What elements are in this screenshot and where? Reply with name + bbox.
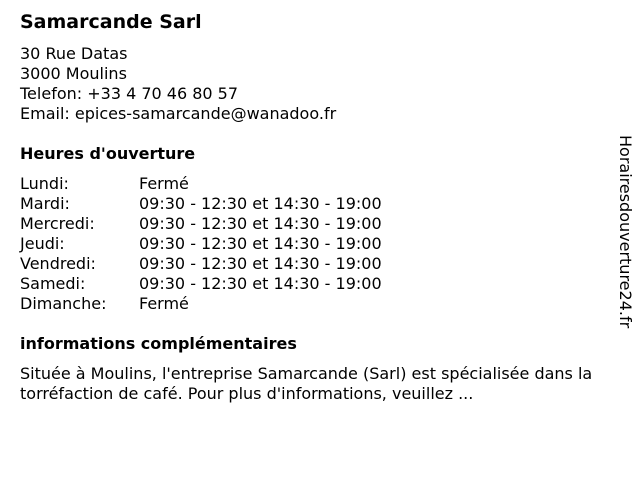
- hours-row: [20, 214, 610, 234]
- hours-day: Lundi:: [20, 174, 69, 193]
- hours-row: [20, 234, 610, 254]
- info-description: Située à Moulins, l'entreprise Samarcande (Sarl) est spécialisée dans la torréfaction de café. Pour plus d'informations, veuillez ...: [20, 364, 593, 403]
- hours-day: Dimanche:: [20, 294, 107, 313]
- business-name: Samarcande Sarl: [20, 11, 202, 33]
- phone-number: Telefon: +33 4 70 46 80 57: [20, 84, 239, 103]
- hours-time: 09:30 - 12:30 et 14:30 - 19:00: [139, 194, 382, 213]
- contact-block: [20, 44, 610, 124]
- hours-time: 09:30 - 12:30 et 14:30 - 19:00: [139, 274, 382, 293]
- hours-row: [20, 254, 610, 274]
- info-heading: informations complémentaires: [20, 334, 297, 353]
- hours-time: 09:30 - 12:30 et 14:30 - 19:00: [139, 234, 382, 253]
- hours-time: 09:30 - 12:30 et 14:30 - 19:00: [139, 254, 382, 273]
- hours-day: Samedi:: [20, 274, 86, 293]
- hours-time: 09:30 - 12:30 et 14:30 - 19:00: [139, 214, 382, 233]
- hours-day: Vendredi:: [20, 254, 96, 273]
- hours-row: [20, 274, 610, 294]
- hours-day: Jeudi:: [20, 234, 65, 253]
- hours-time: Fermé: [139, 174, 189, 193]
- business-card: [20, 10, 610, 420]
- hours-row: [20, 194, 610, 214]
- hours-row: [20, 294, 610, 314]
- hours-day: Mercredi:: [20, 214, 95, 233]
- hours-day: Mardi:: [20, 194, 70, 213]
- hours-table: [20, 174, 610, 314]
- city-address: 3000 Moulins: [20, 64, 127, 83]
- street-address: 30 Rue Datas: [20, 44, 128, 63]
- hours-heading: Heures d'ouverture: [20, 144, 196, 163]
- site-watermark: Horairesdouverture24.fr: [616, 135, 635, 329]
- hours-time: Fermé: [139, 294, 189, 313]
- email-address: Email: epices-samarcande@wanadoo.fr: [20, 104, 337, 123]
- hours-row: [20, 174, 610, 194]
